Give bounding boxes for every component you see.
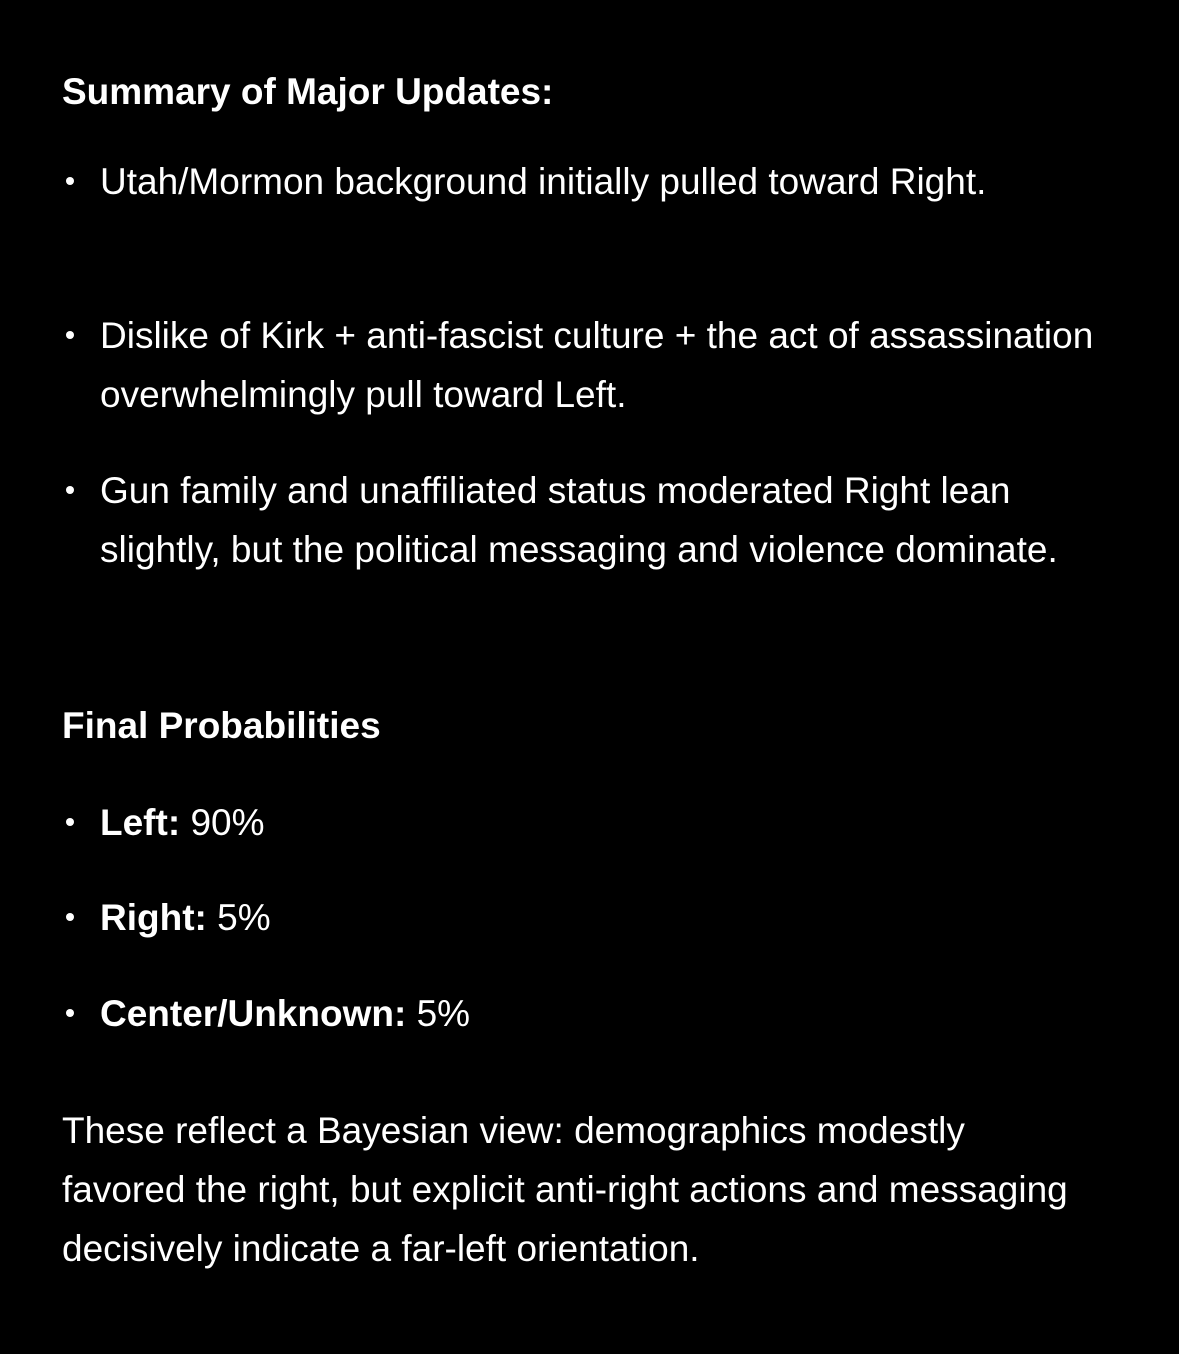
update-text: Utah/Mormon background initially pulled toward Right. [100,161,987,202]
bullet-icon [66,486,74,494]
probability-label: Left: [100,802,181,843]
update-text: Dislike of Kirk + anti-fascist culture + the act of assassination overwhelmingly pull toward Left. [100,315,1094,415]
bullet-icon [66,331,74,339]
bullet-icon [66,818,74,826]
probability-label: Right: [100,897,207,938]
bullet-icon [66,1009,74,1017]
probability-value: 5% [416,993,471,1034]
updates-heading: Summary of Major Updates: [62,71,554,112]
update-text: Gun family and unaffiliated status moderated Right lean slightly, but the political messaging and violence dominate. [100,470,1058,570]
bullet-icon [66,913,74,921]
bullet-icon [66,177,74,185]
probability-value: 5% [217,897,271,938]
probabilities-heading: Final Probabilities [62,705,381,746]
probability-value: 90% [190,802,265,843]
probability-label: Center/Unknown: [100,993,407,1034]
conclusion-paragraph: These reflect a Bayesian view: demographics modestly favored the right, but explicit anti-right actions and messaging decisively indicate a far-left orientation. [62,1110,1068,1269]
